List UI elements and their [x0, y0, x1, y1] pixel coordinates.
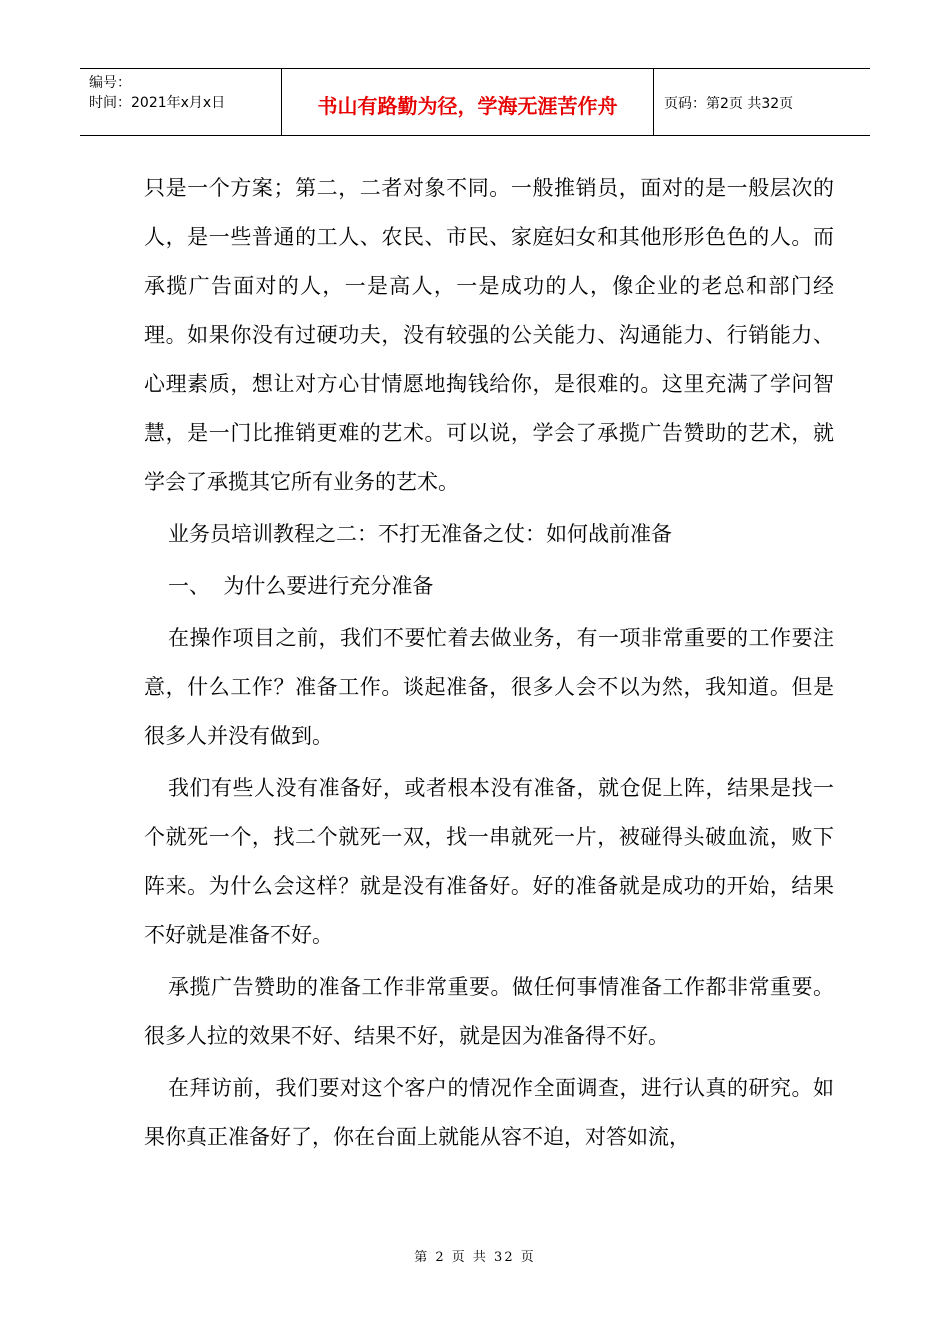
section-heading: 一、 为什么要进行充分准备 — [168, 574, 434, 598]
header-page-info — [654, 69, 870, 135]
section-title: 业务员培训教程之二：不打无准备之仗：如何战前准备 — [168, 522, 672, 546]
time-label: 时间：2021年x月x日 — [89, 95, 226, 111]
body-paragraph: 我们有些人没有准备好，或者根本没有准备，就仓促上阵，结果是找一个就死一个，找二个就死一双，找一串就死一片，被碰得头破血流，败下阵来。为什么会这样？就是没有准备好。好的准备就是成功的开始，结果不好就是准备不好。 — [144, 776, 834, 947]
body-paragraph: 只是一个方案；第二，二者对象不同。一般推销员，面对的是一般层次的人，是一些普通的工人、农民、市民、家庭妇女和其他形形色色的人。而承揽广告面对的人，一是高人，一是成功的人，像企业的老总和部门经理。如果你没有过硬功夫，没有较强的公关能力、沟通能力、行销能力、心理素质，想让对方心甘情愿地掏钱给你，是很难的。这里充满了学问智慧，是一门比推销更难的艺术。可以说，学会了承揽广告赞助的艺术，就学会了承揽其它所有业务的艺术。 — [144, 176, 834, 494]
footer-page-number: 第 2 页 共 32 页 — [414, 1250, 536, 1265]
body-paragraph: 在操作项目之前，我们不要忙着去做业务，有一项非常重要的工作要注意，什么工作？准备工作。谈起准备，很多人会不以为然，我知道。但是很多人并没有做到。 — [144, 626, 834, 748]
page-label: 页码：第2页 共32页 — [664, 96, 794, 112]
document-header — [80, 68, 870, 136]
body-paragraph: 在拜访前，我们要对这个客户的情况作全面调查，进行认真的研究。如果你真正准备好了，你在台面上就能从容不迫，对答如流， — [144, 1076, 834, 1149]
document-body — [144, 164, 834, 1162]
body-paragraph: 承揽广告赞助的准备工作非常重要。做任何事情准备工作都非常重要。很多人拉的效果不好、结果不好，就是因为准备得不好。 — [144, 975, 834, 1048]
header-motto — [282, 69, 654, 135]
motto-text: 书山有路勤为径，学海无涯苦作舟 — [317, 93, 618, 118]
header-meta — [80, 69, 282, 135]
page-footer — [0, 1246, 950, 1265]
number-label: 编号： — [89, 75, 131, 91]
